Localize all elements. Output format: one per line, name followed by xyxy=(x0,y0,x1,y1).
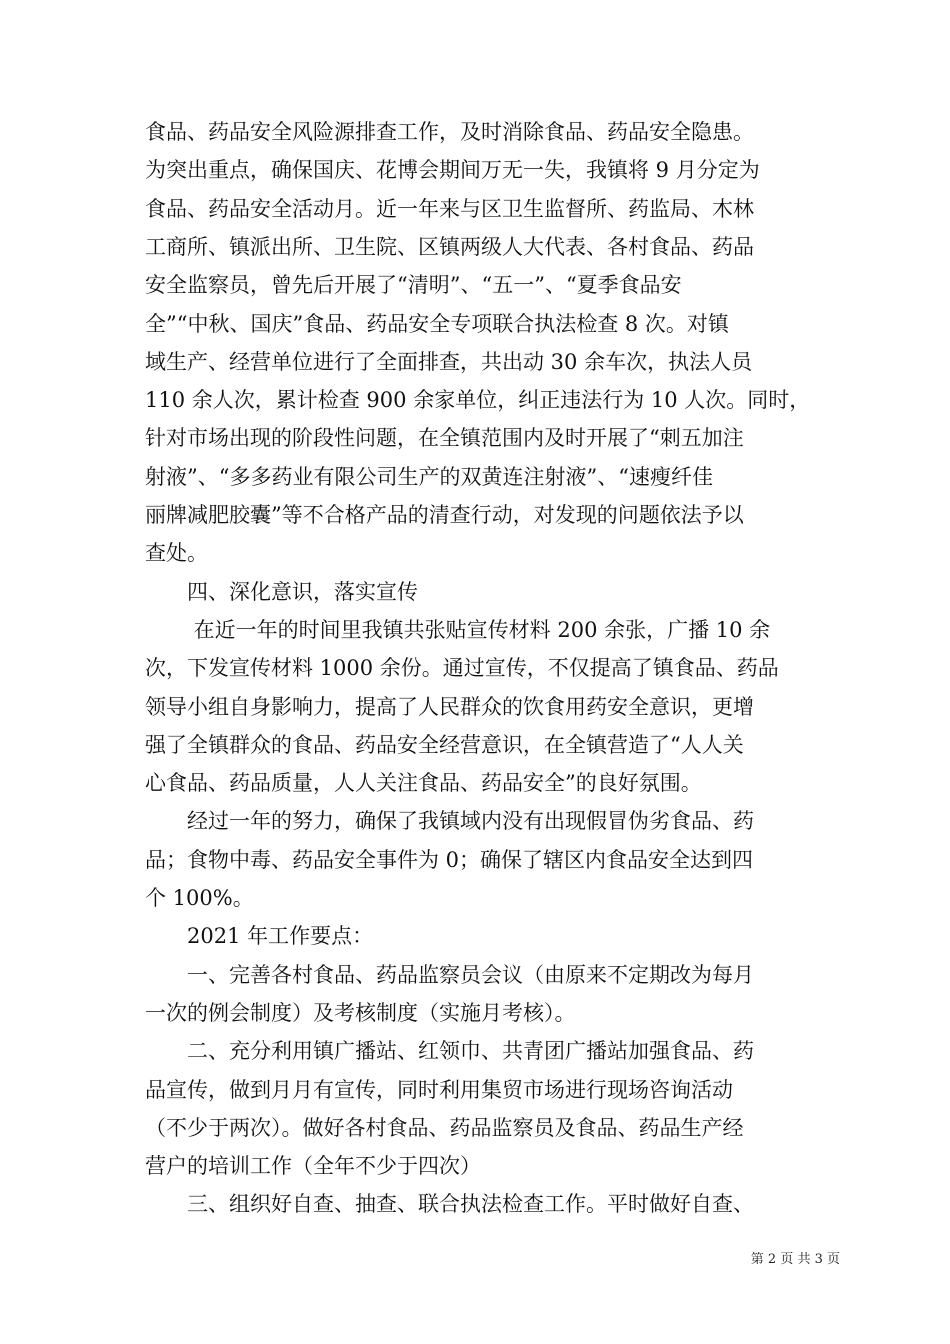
section-heading: 四、深化意识，落实宣传 xyxy=(145,579,418,604)
text-line: 在近一年的时间里我镇共张贴宣传材料 200 余张，广播 10 余 xyxy=(145,617,771,642)
text-line: 食品、药品安全风险源排查工作，及时消除食品、药品安全隐患。 xyxy=(145,120,754,144)
text-line: 领导小组自身影响力，提高了人民群众的饮食用药安全意识，更增 xyxy=(145,694,754,719)
text-line: 工商所、镇派出所、卫生院、区镇两级人大代表、各村食品、药品 xyxy=(145,234,754,259)
text-line: 次，下发宣传材料 1000 余份。通过宣传，不仅提高了镇食品、药品 xyxy=(145,656,779,681)
text-line: 品；食物中毒、药品安全事件为 0；确保了辖区内食品安全达到四 xyxy=(145,847,754,872)
text-line: 三、组织好自查、抽查、联合执法检查工作。平时做好自查、 xyxy=(145,1192,754,1217)
page-number: 第 2 页 共 3 页 xyxy=(750,1252,840,1267)
text-line: 品宣传，做到月月有宣传，同时利用集贸市场进行现场咨询活动 xyxy=(145,1077,733,1102)
text-line: 一、完善各村食品、药品监察员会议（由原来不定期改为每月 xyxy=(145,962,754,987)
text-line: 心食品、药品质量，人人关注食品、药品安全”的良好氛围。 xyxy=(145,771,702,796)
text-line: 丽牌减肥胶囊”等不合格产品的清查行动，对发现的问题依法予以 xyxy=(145,503,744,527)
text-line: 域生产、经营单位进行了全面排查，共出动 30 余车次，执法人员 xyxy=(145,349,753,374)
text-line: 二、充分利用镇广播站、红领巾、共青团广播站加强食品、药 xyxy=(145,1039,754,1064)
text-line: 安全监察员，曾先后开展了“清明”、“五一”、“夏季食品安 xyxy=(145,273,682,298)
text-line: 查处。 xyxy=(145,541,208,566)
text-line: 强了全镇群众的食品、药品安全经营意识，在全镇营造了“人人关 xyxy=(145,732,744,757)
text-line: 一次的例会制度）及考核制度（实施月考核）。 xyxy=(145,1000,576,1025)
text-line: 食品、药品安全活动月。近一年来与区卫生监督所、药监局、木林 xyxy=(145,196,754,221)
text-line: （不少于两次）。做好各村食品、药品监察员及食品、药品生产经 xyxy=(145,1115,744,1140)
text-line: 全”“中秋、国庆”食品、药品安全专项联合执法检查 8 次。对镇 xyxy=(145,311,729,336)
section-heading: 2021 年工作要点： xyxy=(145,924,374,949)
text-line: 110 余人次，累计检查 900 余家单位，纠正违法行为 10 人次。同时， xyxy=(145,388,811,413)
text-line: 经过一年的努力，确保了我镇域内没有出现假冒伪劣食品、药 xyxy=(145,809,754,834)
text-line: 射液”、“多多药业有限公司生产的双黄连注射液”、“速瘦纤佳 xyxy=(145,464,713,489)
text-line: 个 100%。 xyxy=(145,886,254,910)
text-line: 营户的培训工作（全年不少于四次） xyxy=(145,1154,481,1179)
text-line: 针对市场出现的阶段性问题，在全镇范围内及时开展了“刺五加注 xyxy=(145,426,744,451)
text-line: 为突出重点，确保国庆、花博会期间万无一失，我镇将 9 月分定为 xyxy=(145,158,760,183)
